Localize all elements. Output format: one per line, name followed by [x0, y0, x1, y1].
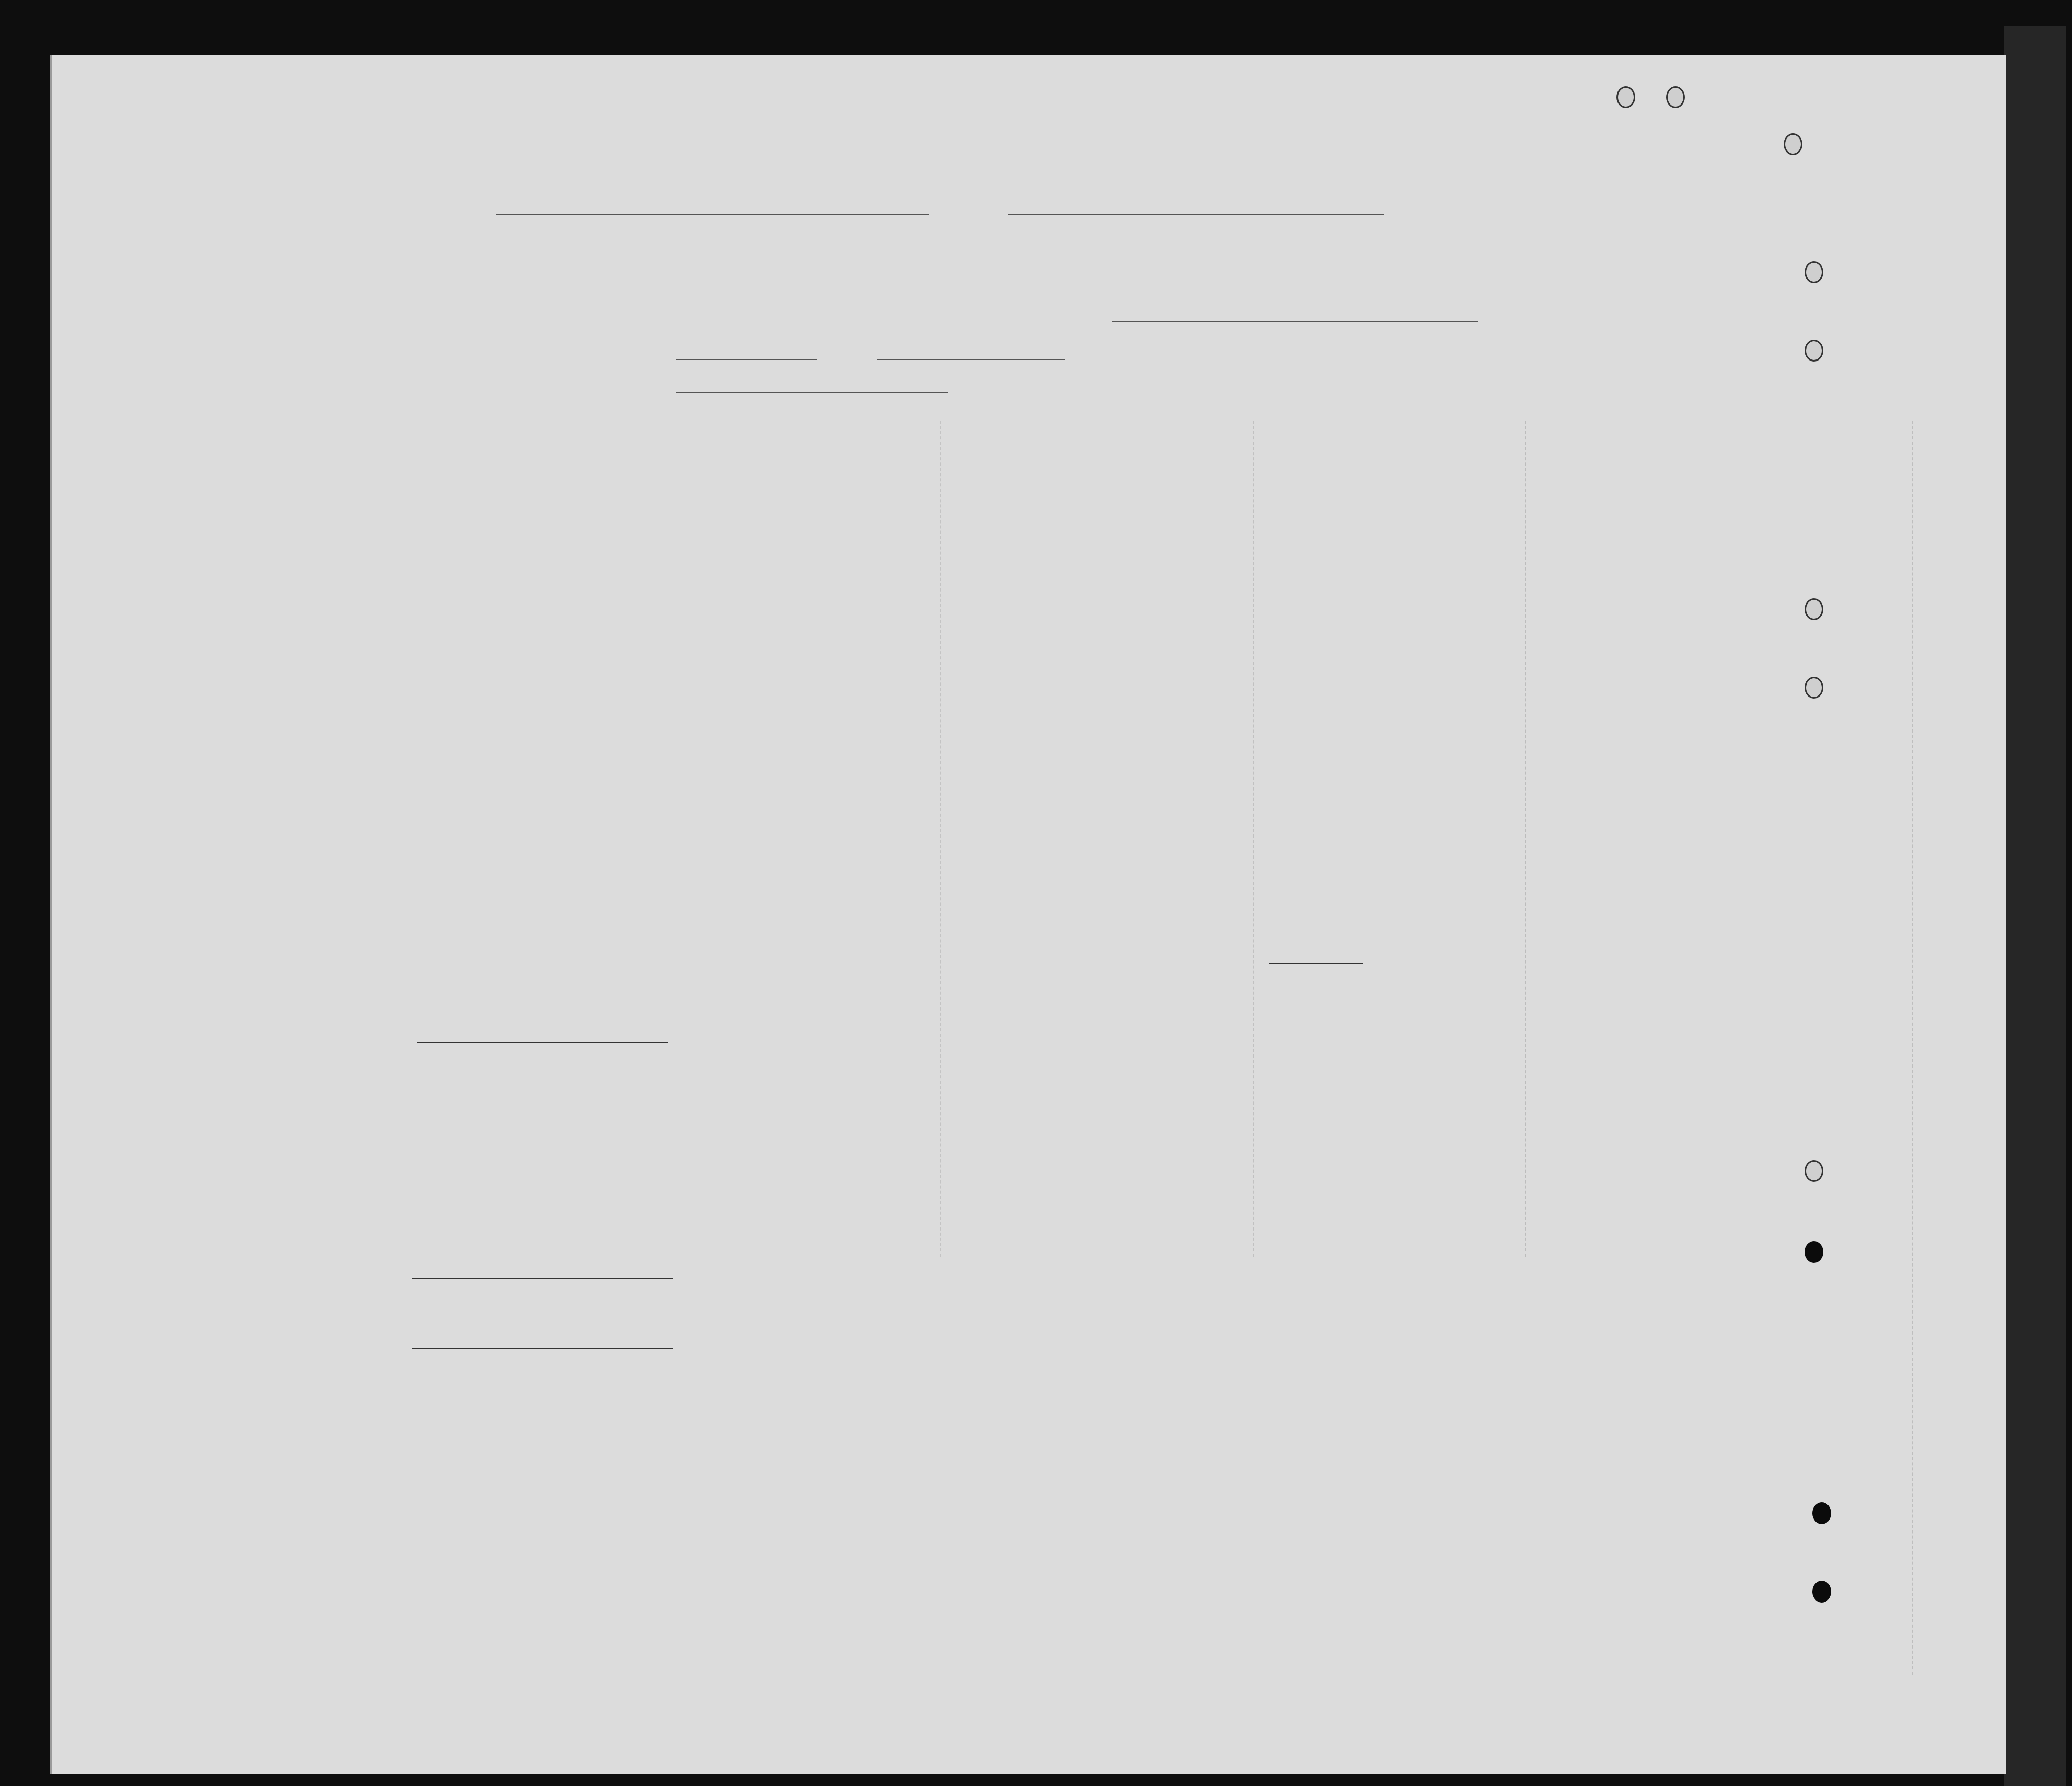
sworn-month-field[interactable] — [877, 359, 1065, 360]
punch-hole — [1616, 86, 1635, 108]
master-signature-field[interactable] — [1112, 321, 1478, 322]
bleed-through-column — [940, 421, 946, 1257]
section-divider — [417, 1042, 668, 1043]
bleed-through-column — [1525, 421, 1840, 1257]
inspector-signature-field[interactable] — [676, 392, 948, 393]
punch-hole — [1784, 133, 1802, 155]
punch-hole — [1805, 677, 1823, 699]
punch-hole — [1812, 1502, 1831, 1524]
sworn-date-field[interactable] — [676, 359, 817, 360]
punch-hole — [1805, 1160, 1823, 1182]
punch-hole — [1812, 1581, 1831, 1603]
bleed-through-column — [1253, 421, 1260, 1257]
section-divider — [1269, 963, 1363, 964]
master-name-field[interactable] — [496, 214, 929, 215]
punch-hole — [1805, 261, 1823, 283]
manifest-page — [50, 55, 2006, 1774]
vessel-name-field[interactable] — [1008, 214, 1384, 215]
bleed-through-column — [1912, 421, 1918, 1675]
punch-hole — [1666, 86, 1685, 108]
page-edge-shadow — [2004, 26, 2066, 1786]
section-divider — [412, 1348, 673, 1349]
punch-hole — [1805, 1241, 1823, 1263]
section-divider — [412, 1278, 673, 1279]
punch-hole — [1805, 598, 1823, 620]
punch-hole — [1805, 340, 1823, 362]
